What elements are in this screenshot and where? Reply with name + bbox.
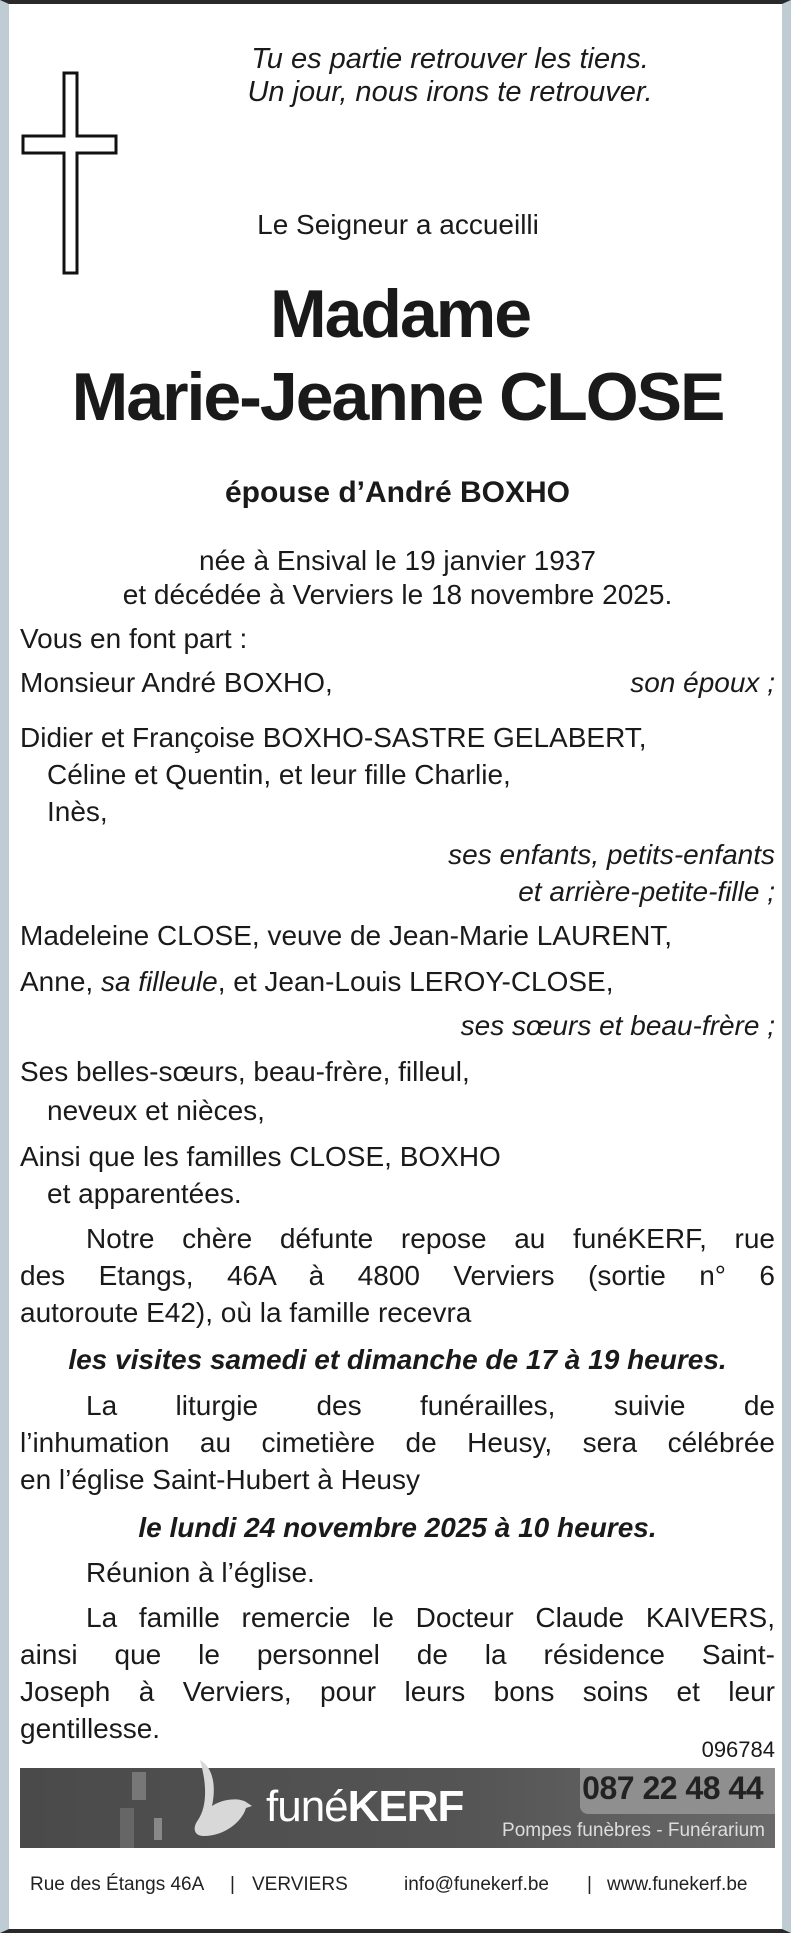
death-line: et décédée à Verviers le 18 novembre 2025. bbox=[122, 579, 673, 610]
paragraph-line: des Etangs, 46A à 4800 Verviers (sortie n° 6 bbox=[20, 1260, 775, 1291]
deceased-name: Marie-Jeanne CLOSE bbox=[71, 359, 724, 435]
birth-line: née à Ensival le 19 janvier 1937 bbox=[199, 545, 596, 576]
family-line: Céline et Quentin, et leur fille Charlie, bbox=[47, 759, 511, 790]
brand-light: funé bbox=[266, 1782, 348, 1831]
family-line: Inès, bbox=[47, 796, 108, 827]
quote-line: Un jour, nous irons te retrouver. bbox=[247, 76, 653, 108]
paragraph-line: Réunion à l’église. bbox=[86, 1557, 315, 1588]
family-line: Monsieur André BOXHO, bbox=[20, 667, 333, 698]
deceased-title: Madame bbox=[269, 276, 531, 352]
family-relation: son époux ; bbox=[630, 667, 775, 698]
announce-line: Vous en font part : bbox=[20, 623, 248, 654]
paragraph-line: Notre chère défunte repose au funéKERF, rue bbox=[86, 1223, 775, 1254]
paragraph-line: La liturgie des funérailles, suivie de bbox=[86, 1390, 775, 1421]
family-line: Madeleine CLOSE, veuve de Jean-Marie LAURENT, bbox=[20, 920, 673, 951]
family-line: Didier et Françoise BOXHO-SASTRE GELABERT, bbox=[20, 722, 647, 753]
ceremony-line: le lundi 24 novembre 2025 à 10 heures. bbox=[138, 1512, 657, 1543]
family-line: et apparentées. bbox=[47, 1178, 242, 1209]
cross-icon bbox=[21, 36, 119, 276]
family-relation: ses enfants, petits-enfants bbox=[448, 839, 775, 870]
family-line bbox=[20, 964, 775, 1000]
family-relation: ses sœurs et beau-frère ; bbox=[460, 1010, 775, 1041]
paragraph-line: Joseph à Verviers, pour leurs bons soins et leur bbox=[20, 1676, 775, 1707]
brand-logo bbox=[266, 1782, 463, 1832]
city: VERVIERS bbox=[252, 1874, 348, 1895]
family-line: Ses belles-sœurs, beau-frère, filleul, bbox=[20, 1056, 470, 1087]
family-relation: et arrière-petite-fille ; bbox=[518, 876, 775, 907]
tagline: Pompes funèbres - Funérarium bbox=[502, 1820, 765, 1841]
family-text: , et Jean-Louis LEROY-CLOSE, bbox=[217, 966, 614, 997]
separator: | bbox=[230, 1874, 235, 1895]
paragraph-line: ainsi que le personnel de la résidence Saint- bbox=[20, 1639, 775, 1670]
decor-squares bbox=[154, 1818, 162, 1840]
paragraph-line: l’inhumation au cimetière de Heusy, sera célébrée bbox=[20, 1427, 775, 1458]
family-relation-inline: sa filleule bbox=[100, 966, 218, 997]
family-line: Ainsi que les familles CLOSE, BOXHO bbox=[20, 1141, 501, 1172]
family-line: neveux et nièces, bbox=[47, 1095, 265, 1126]
quote-line: Tu es partie retrouver les tiens. bbox=[251, 43, 649, 75]
intro-text: Le Seigneur a accueilli bbox=[257, 209, 539, 240]
phone-number: 087 22 48 44 bbox=[582, 1770, 763, 1806]
visits-line: les visites samedi et dimanche de 17 à 19 heures. bbox=[68, 1344, 727, 1375]
dove-logo-icon bbox=[188, 1758, 258, 1848]
spouse-line: épouse d’André BOXHO bbox=[224, 476, 571, 509]
phone-box bbox=[580, 1768, 775, 1814]
paragraph-line: La famille remercie le Docteur Claude KAIVERS, bbox=[86, 1602, 775, 1633]
paragraph-line: en l’église Saint-Hubert à Heusy bbox=[20, 1464, 420, 1495]
funeral-home-banner bbox=[20, 1768, 775, 1848]
address: Rue des Étangs 46A bbox=[30, 1874, 205, 1895]
separator: | bbox=[587, 1874, 592, 1895]
brand-bold: KERF bbox=[347, 1782, 464, 1831]
decor-squares bbox=[120, 1808, 134, 1848]
paragraph-line: gentillesse. bbox=[20, 1713, 161, 1744]
reference-number: 096784 bbox=[701, 1737, 775, 1762]
email-link[interactable]: info@funekerf.be bbox=[404, 1874, 549, 1895]
website-link[interactable]: www.funekerf.be bbox=[607, 1874, 748, 1895]
paragraph-line: autoroute E42), où la famille recevra bbox=[20, 1297, 472, 1328]
decor-squares bbox=[132, 1772, 146, 1800]
family-text: Anne, bbox=[20, 966, 101, 997]
